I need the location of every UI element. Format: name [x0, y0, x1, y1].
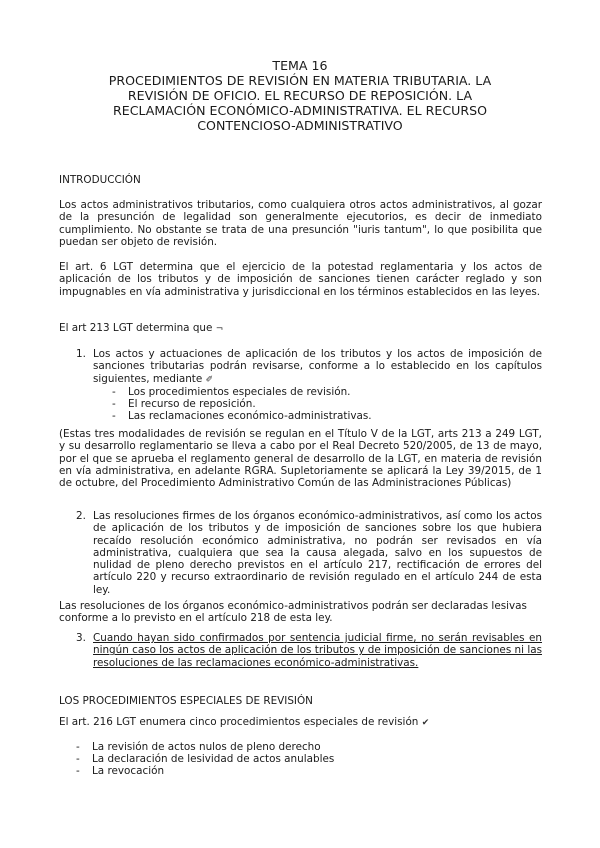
list-number: 1.	[76, 348, 86, 360]
title-line: PROCEDIMIENTOS DE REVISIÓN EN MATERIA TRIBUTARIA. LA	[108, 73, 492, 88]
procs-list-item	[76, 765, 164, 777]
title-line: CONTENCIOSO-ADMINISTRATIVO	[197, 118, 403, 133]
dash-bullet: -	[76, 741, 80, 753]
sub-list-item-text: Los procedimientos especiales de revisión.	[128, 386, 351, 398]
dash-bullet: -	[112, 398, 116, 410]
dash-bullet: -	[112, 386, 116, 398]
list-item-text: Cuando hayan sido confirmados por sentencia judicial firme, no serán revisables en ningún caso los actos de aplicación de los tributos y de imposición de sanciones ni las resoluciones de las reclamaciones económico-administrativas.	[93, 632, 542, 669]
title-line: RECLAMACIÓN ECONÓMICO-ADMINISTRATIVA. EL RECURSO	[113, 103, 487, 118]
procs-list-item	[76, 753, 334, 765]
sub-list-item	[112, 398, 256, 410]
intro-paragraph-3-text: El art 213 LGT determina que	[59, 322, 213, 334]
list-item-1	[76, 348, 542, 386]
sub-list-item	[112, 386, 350, 398]
list-item-text: Los actos y actuaciones de aplicación de los tributos y los actos de imposición de sanciones tributarias podrán revisarse, conforme a lo establecido en los capítulos siguientes, mediante	[93, 348, 542, 385]
procs-list-item-text: La revocación	[92, 765, 165, 777]
pencil-icon: ✐	[205, 374, 214, 385]
intro-paragraph-1: Los actos administrativos tributarios, como cualquiera otros actos administrativos, al gozar de la presunción de legalidad son generalmente ejecutorios, es decir de inmediato cumplimiento. No obstante se trata de una presunción "iuris tantum", lo que posibilita que puedan ser objeto de revisión.	[59, 199, 542, 248]
parenthetical-note: (Estas tres modalidades de revisión se regulan en el Título V de la LGT, arts 213 a 249 LGT, y su desarrollo reglamentario se lleva a cabo por el Real Decreto 520/2005, de 13 de mayo, por el que se aprueba el reglamento general de desarrollo de la LGT, en materia de revisión en vía administrativa, en adelante RGRA. Supletoriamente se aplicará la Ley 39/2015, de 1 de octubre, del Procedimiento Administrativo Común de las Administraciones Públicas)	[59, 428, 542, 490]
procs-intro-text: El art. 216 LGT enumera cinco procedimientos especiales de revisión	[59, 716, 419, 728]
list-item-text: Las resoluciones firmes de los órganos económico-administrativos, así como los actos de aplicación de los tributos y de imposición de sanciones sobre los que hubiera recaído resolución económico administrativa, no podrán ser revisados en vía administrativa, cualquiera que sea la causa alegada, salvo en los supuestos de nulidad de pleno derecho previstos en el artículo 217, rectificación de errores del artículo 220 y recurso extraordinario de revisión regulado en el artículo 244 de esta ley.	[93, 510, 542, 596]
procs-list-item	[76, 741, 321, 753]
procs-list-item-text: La declaración de lesividad de actos anulables	[92, 753, 335, 765]
intro-paragraph-2: El art. 6 LGT determina que el ejercicio de la potestad reglamentaria y los actos de aplicación de los tributos y de imposición de sanciones tienen carácter reglado y son impugnables en vía administrativa y jurisdiccional en los términos establecidos en las leyes.	[59, 261, 542, 298]
sub-list-item	[112, 410, 372, 422]
dash-bullet: -	[76, 765, 80, 777]
document-title	[60, 58, 540, 133]
intro-paragraph-3	[59, 322, 223, 335]
dash-bullet: -	[76, 753, 80, 765]
check-mark-icon: ✔	[421, 718, 430, 728]
intro-heading: INTRODUCCIÓN	[59, 174, 141, 186]
list-number: 2.	[76, 510, 86, 522]
procs-intro	[59, 716, 429, 729]
procs-heading: LOS PROCEDIMIENTOS ESPECIALES DE REVISIÓN	[59, 695, 313, 707]
title-line: REVISIÓN DE OFICIO. EL RECURSO DE REPOSICIÓN. LA	[127, 88, 473, 103]
list-number: 3.	[76, 632, 86, 644]
sub-list-item-text: Las reclamaciones económico-administrativas.	[128, 410, 372, 422]
list-item-2	[76, 510, 542, 596]
annotation-mark: ¬	[215, 324, 224, 334]
procs-list-item-text: La revisión de actos nulos de pleno derecho	[92, 741, 321, 753]
lesivas-paragraph: Las resoluciones de los órganos económico-administrativos podrán ser declaradas lesivas conforme a lo previsto en el artículo 218 de esta ley.	[59, 600, 527, 625]
sub-list-item-text: El recurso de reposición.	[128, 398, 256, 410]
dash-bullet: -	[112, 410, 116, 422]
list-item-3	[76, 632, 542, 669]
title-line: TEMA 16	[272, 58, 328, 73]
